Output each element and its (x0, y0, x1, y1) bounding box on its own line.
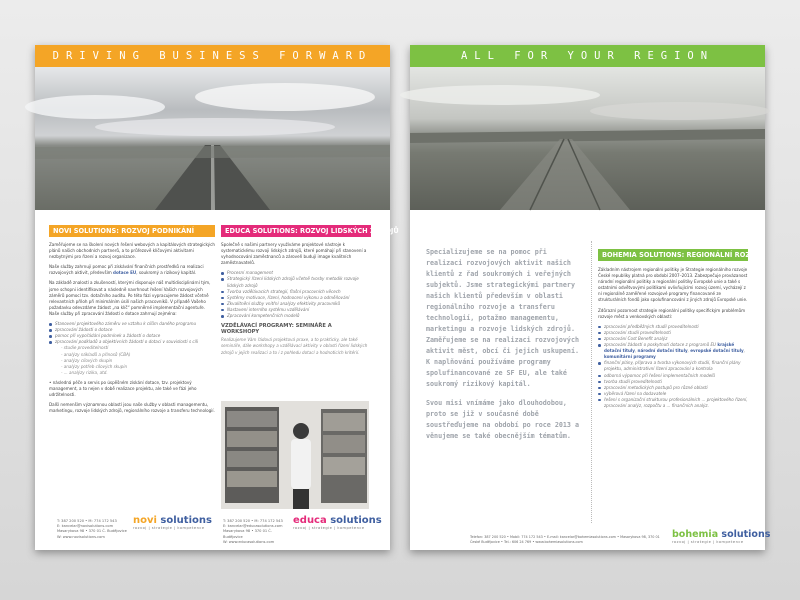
educa-programs-text: Realizujeme Vám řádová projektová praxe, a to prakticky, ale také semináře, dále workshopy a vzdělávací aktivity v oblasti řízení lidských zdrojů v jejich realizaci a to i z pohledu dotací a hodnoticích kritérií. (221, 337, 368, 355)
novi-column (49, 225, 215, 418)
list-item: Zkvalitnění služby vnitřní analýzy efektivity pracovníků (221, 301, 371, 307)
list-item: zpracování Cost Benefit analýz (598, 336, 748, 342)
novi-intro: Zaměřujeme se na školení nových řešení webových a kapitálových strategických plánů našich obchodních partnerů, a to průřezově klíčovými aktivitami nezbytnými pro řízení a rozvoj organizace. (49, 242, 215, 260)
library-photo (221, 401, 369, 509)
road-photo (35, 67, 390, 210)
novi-eu-paragraph: Naše služby zahrnují pomoc při získávání finančních prostředků na realizaci rozvojových aktivit, především dotace EU, soukromý a rizikový kapitál. (49, 264, 204, 276)
brochure-page-right (410, 45, 771, 550)
novi-sub-list (49, 345, 215, 375)
list-item: zpracování žádosti o dotace (49, 327, 215, 333)
column-divider (591, 241, 592, 523)
list-item: Zpracování kompetenčních modelů (221, 313, 371, 319)
bohemia-column (598, 249, 764, 409)
list-item: zpracování žádostí o poskytnutí dotace z programů EU krajské dotační tituly, národní dotační tituly, evropské dotační tituly, komunitární programy (598, 342, 748, 360)
list-item: Nastavení interního systému vzdělávání (221, 307, 371, 313)
brochure-page-left (35, 45, 399, 550)
novi-heading: NOVI SOLUTIONS: ROZVOJ PODNIKÁNÍ (49, 225, 215, 237)
novi-service-list (49, 321, 215, 345)
list-item: - ... analýzy rizika, atd. (61, 369, 108, 375)
list-item: zpracování metodických postupů pro různé oblasti (598, 385, 748, 391)
educa-intro: Společně s našimi partnery využíváme projektové nástroje k systematickému rozvoji lidských zdrojů, které pomáhají při stanovení a vyhodnocování zaměstnanců a zároveň budují image kvalitních zaměstnavatelů. (221, 242, 367, 266)
educa-logo: educa solutions rozvoj | strategie | kompetence (293, 515, 382, 530)
educa-programs-heading: VZDĚLÁVACÍ PROGRAMY: SEMINÁŘE A WORKSHOPY (221, 323, 332, 336)
list-item: zpracování podkladů a objektivních žádostí o dotaci v souvislosti s cíli (49, 339, 215, 345)
list-item: odborná výpomoc při řešení implementačních modelů (598, 373, 748, 379)
educa-contact: T: 387 200 520 • M: 774 172 543 E: kancelar@educasolutions.com Masarykova 98 • 370 01 Č. Budějovice W: www.educasolutions.com (223, 519, 283, 544)
bohemia-logo: bohemia solutions rozvoj | strategie | kompetence (672, 529, 771, 544)
educa-service-list (221, 270, 371, 319)
page-banner: ALL FOR YOUR REGION (410, 45, 765, 67)
novi-logo: novi solutions rozvoj | strategie | kompetence (133, 515, 212, 530)
novi-aftercare: • následná péče a servis po úspěšném získání dotace, tzv. projektový management, a to nejen v době realizace projektu, ale také ve fázi jeho udržitelnosti. (49, 379, 197, 398)
list-item: pomoc při vypořádání podmínek a žádostí o dotace (49, 333, 215, 339)
list-item: zpracování studií proveditelnosti (598, 330, 748, 336)
list-item: - studie proveditelnosti (61, 345, 109, 351)
bohemia-heading: BOHEMIA SOLUTIONS: REGIONÁLNÍ ROZVOJ (598, 249, 748, 261)
list-item: Strategický řízení lidských zdrojů včetně tvorby metodik rozvoje lidských zdrojů (221, 276, 371, 288)
list-item: Systémy motivace, řízení, hodnocení výkonu a odměňování (221, 295, 371, 301)
bohemia-service-list (598, 324, 748, 409)
intro-text (426, 247, 586, 450)
page-banner: DRIVING BUSINESS FORWARD (35, 45, 390, 67)
bohemia-focus: Zdůrazní pozornost strategie regionální politiky specifickým problémům rozvoje měst a venkovských oblastí: (598, 307, 746, 319)
novi-contact: T: 387 200 520 • M: 774 172 543 E: kancelar@novisolutions.com Masarykova 98 • 370 01 Č. Budějovice W: www.novisolutions.com (57, 519, 127, 539)
list-item: Stanovení projektového záměru ve vztahu k cílům daného programu (49, 321, 215, 327)
list-item: - analýzy nákladů a přínosů (CBA) (61, 351, 131, 357)
list-item: Procesní management (221, 270, 371, 276)
bohemia-intro: Základním nástrojem regionální politiky je Strategie regionálního rozvoje České republiky platná pro období 2007–2013. Zabezpečuje provázanost národní regionální politiky a regionální politiky Evropské unie a také s ostatními odvětvovými politikami ovlivňujícími rozvoj území, vycházejí z ní regionálně zaměřené rozvojové programy financované ze strukturálních fondů jako spolufinancování z jiných zdrojů Evropské unie. (598, 267, 748, 303)
field-photo (410, 67, 765, 210)
list-item: tvorba studií proveditelnosti (598, 379, 748, 385)
novi-audit-paragraph: Na základě znalostí a zkušeností, kterými disponuje náš multidisciplinární tým, jsme schopni identifikovat a následně navrhnout řešení Vašich rozvojových záměrů pomocí tzv. dotačního auditu. Po této fázi vypracujeme žádost včetně relevantních příloh při minimálním úsilí našich pracovníků. V případě Vašeho požadavku odevzdáme žádost „na klíč“ pomněrné implementační agentuře. Naše služby při zpracování žádostí o dotace zahrnují zejména: (49, 280, 211, 316)
list-item: - analýzy cílových skupin (61, 357, 113, 363)
bohemia-contact: Telefon: 387 200 520 • Mobil: 774 172 543 • E-mail: kancelar@bohemiasolutions.com • Masarykova 98, 370 01 České Budějovice • Tel.: 606 24 769 • www.bohemiasolutions.com (470, 535, 660, 544)
educa-heading: EDUCA SOLUTIONS: ROZVOJ LIDSKÝCH ZDROJŮ (221, 225, 371, 237)
list-item: Tvorba vzdělávacích strategií, flašní pracovních věcech (221, 289, 371, 295)
list-item: finanční plány, příprava a tvorba výkonových studií, finanční plány projektu, administrativní řízení zpracování a kontrola (598, 360, 748, 372)
list-item: zpracování předběžných studií proveditelnosti (598, 324, 748, 330)
educa-column (221, 225, 399, 360)
list-item: - analýzy potřeb cílových skupin (61, 363, 128, 369)
intro-paragraph-2: Svou misi vnímáme jako dlouhodobou, proto se již v současné době soustřeďujeme na období po roce 2013 a věnujeme se také obecnějším tématům. (426, 399, 579, 440)
list-item: výběrová řízení na dodavatele (598, 391, 748, 397)
novi-other-services: Další nemenším významnou oblastí jsou naše služby v oblasti managementu, marketingu, rozvoje lidských zdrojů, regionálního rozvoje a transferu technologií. (49, 402, 215, 414)
list-item: řešení s organizační strukturou profesionálních ... projektového řízení, zpracování analýz, rozpočtu a ... finančních analýz. (598, 397, 748, 409)
intro-paragraph-1: Specializujeme se na pomoc při realizaci rozvojových aktivit našich klientů z řad soukromých i veřejných subjektů. Jsme strategickými partnery našich klientů především v oblasti regionálního rozvoje a transferu technologií, potažmo managementu, marketingu a rozvoje lidských zdrojů. Zaměřujeme se na realizaci rozvojových aktivit měst, obcí či jejich uskupení. K naplňování používáme programy spolufinancované ze SF EU, ale také soukromý rizikový kapitál. (426, 248, 579, 388)
